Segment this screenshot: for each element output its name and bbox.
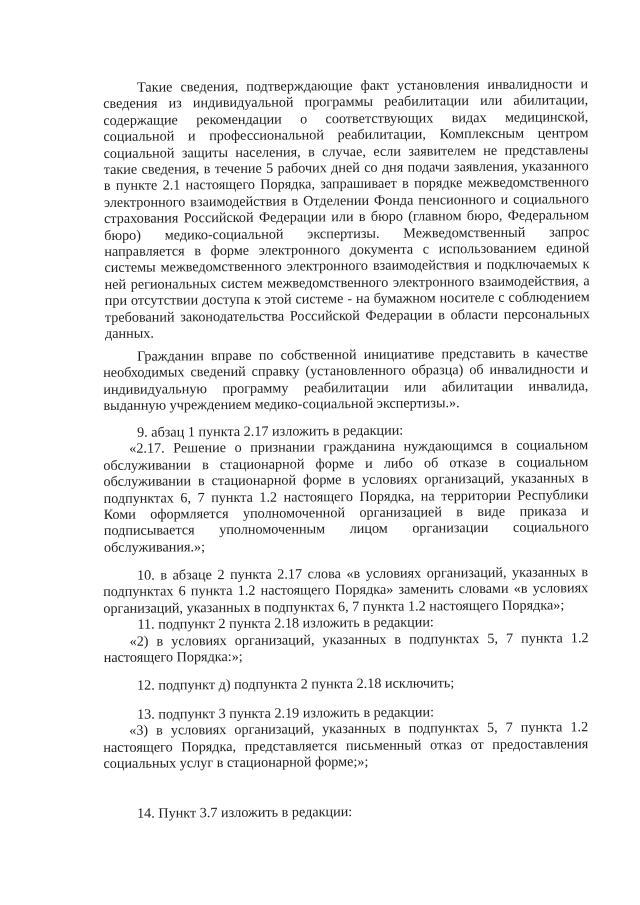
item-10-11 xyxy=(103,564,589,666)
item-10-text: 10. в абзаце 2 пункта 2.17 слова «в условиях организаций, указанных в подпунктах 6 пункта 1.2 настоящего Порядка» заменить словами «в условиях организаций, указанных в подпунктах 6, 7 пункта 1.2 настоящего Порядка»; xyxy=(103,564,589,617)
item-13-body: «3) в условиях организаций, указанных в подпунктах 5, 7 пункта 1.2 настоящего Порядка, представляется письменный отказ от предоставления социальных услуг в стационарной форме;»; xyxy=(103,719,589,773)
item-9 xyxy=(103,421,589,556)
item-body: «2.17. Решение о признании гражданина нуждающимся в социальном обслуживании в стационарной форме и либо об отказе в социальном обслуживании в стационарной форме в условиях организаций, указанных в подпунктах 6, 7 пункта 1.2 настоящего Порядка, на территории Республики Коми оформляется уполномоченной организацией в виде приказа и подписывается уполномоченным лицом организации социального обслуживания.»; xyxy=(103,437,589,556)
item-12-text: 12. подпункт д) подпункта 2 пункта 2.18 исключить; xyxy=(136,675,455,694)
item-13-heading: 13. подпункт 3 пункта 2.19 изложить в редакции: xyxy=(136,704,435,723)
paragraph-text: Гражданин вправе по собственной инициативе представить в качестве необходимых сведений справку (установленного образца) об инвалидности и индивидуальную программу реабилитации или абилитации инвалида, выданную учреждением медико-социальной экспертизы.». xyxy=(103,345,589,415)
item-11-body: «2) в условиях организаций, указанных в подпунктах 5, 7 пункта 1.2 настоящего Порядка:»; xyxy=(103,629,589,667)
item-12 xyxy=(103,674,588,694)
item-14 xyxy=(103,802,588,822)
paragraph-text: Такие сведения, подтверждающие факт установления инвалидности и сведения из индивидуальной программы реабилитации или абилитации, содержащие рекомендации о соответствующих видах медицинской, социальной и профессиональной реабилитации, Комплексным центром социальной защиты населения, в случае, если заявителем не представлены такие сведения, в течение 5 рабочих дней со дня подачи заявления, указанного в пункте 2.1 настоящего Порядка, запрашивает в порядке межведомственного электронного взаимодействия в Отделении Фонда пенсионного и социального страхования Российской Федерации или в бюро (главном бюро, Федеральном бюро) медико-социальной экспертизы. Межведомственный запрос направляется в форме электронного документа с использованием единой системы межведомственного электронного взаимодействия и подключаемых к ней региональных систем межведомственного электронного взаимодействия, а при отсутствии доступа к этой системе - на бумажном носителе с соблюдением требований законодательства Российской Федерации в области персональных данных. xyxy=(103,76,590,343)
item-13 xyxy=(103,703,589,772)
item-11-heading: 11. подпункт 2 пункта 2.18 изложить в редакции: xyxy=(137,614,434,633)
item-14-text: 14. Пункт 3.7 изложить в редакции: xyxy=(136,804,353,822)
item-heading: 9. абзац 1 пункта 2.17 изложить в редакции: xyxy=(136,422,404,441)
paragraph-disability-info xyxy=(103,76,590,342)
paragraph-citizen-right xyxy=(103,345,589,414)
